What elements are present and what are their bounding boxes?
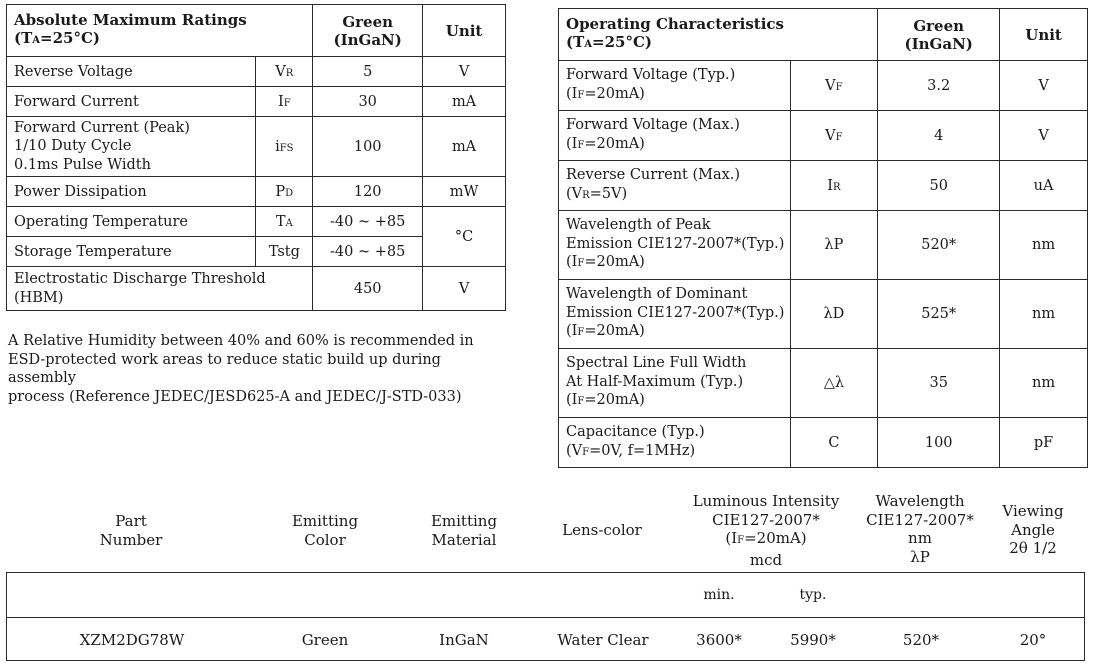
header-emitting-material: Emitting Material xyxy=(430,512,498,549)
param-symbol: △λ xyxy=(790,349,878,418)
param-unit: °C xyxy=(423,207,506,267)
param-unit: mW xyxy=(423,177,506,207)
table-row xyxy=(7,177,506,207)
op-col-unit: Unit xyxy=(1000,9,1088,61)
param-symbol: TA xyxy=(256,207,313,237)
op-title-cell xyxy=(559,9,878,61)
param-unit: V xyxy=(1000,61,1088,111)
luminous-typ: 5990* xyxy=(790,631,836,649)
param-value: 120 xyxy=(313,177,423,207)
table-row xyxy=(559,61,1088,111)
param-label: Operating Temperature xyxy=(7,207,256,237)
table-row xyxy=(559,111,1088,161)
param-label: Electrostatic Discharge Threshold (HBM) xyxy=(7,267,313,311)
header-part-number: Part Number xyxy=(99,512,163,549)
typ-label: typ. xyxy=(799,587,827,603)
param-label: Reverse Voltage xyxy=(7,57,256,87)
table-row xyxy=(559,349,1088,418)
param-label: Forward Voltage (Typ.) (IF=20mA) xyxy=(559,61,791,111)
param-symbol: iFS xyxy=(256,117,313,177)
part-number: XZM2DG78W xyxy=(79,631,185,649)
op-col-green: Green (InGaN) xyxy=(878,9,1000,61)
param-label: Reverse Current (Max.) (VR=5V) xyxy=(559,161,791,211)
param-unit: uA xyxy=(1000,161,1088,211)
min-label: min. xyxy=(703,587,735,603)
table-row xyxy=(559,211,1088,280)
param-value: 50 xyxy=(878,161,1000,211)
absolute-max-ratings-table xyxy=(6,4,506,311)
param-symbol: λP xyxy=(790,211,878,280)
param-symbol: IF xyxy=(256,87,313,117)
param-label: Forward Current xyxy=(7,87,256,117)
param-unit: V xyxy=(423,267,506,311)
param-symbol: IR xyxy=(790,161,878,211)
param-unit: nm xyxy=(1000,280,1088,349)
esd-note: A Relative Humidity between 40% and 60% is recommended in ESD-protected work areas to reduce static build up during assembly process (Reference JEDEC/JESD625-A and JEDEC/J-STD-033) xyxy=(8,333,474,405)
table-row xyxy=(559,418,1088,468)
emitting-material: InGaN xyxy=(439,631,489,649)
param-symbol: λD xyxy=(790,280,878,349)
param-label: Wavelength of Peak Emission CIE127-2007*(Typ.) (IF=20mA) xyxy=(559,211,791,280)
param-value: 100 xyxy=(313,117,423,177)
part-table xyxy=(6,572,1085,661)
param-symbol: VF xyxy=(790,61,878,111)
param-value: 525* xyxy=(878,280,1000,349)
header-luminous-intensity: Luminous Intensity CIE127-2007* (IF=20mA) mcd xyxy=(692,492,840,569)
amr-col-unit: Unit xyxy=(423,5,506,57)
table-row xyxy=(7,117,506,177)
param-unit: mA xyxy=(423,117,506,177)
param-symbol: Tstg xyxy=(256,237,313,267)
param-label: Power Dissipation xyxy=(7,177,256,207)
table-row xyxy=(7,267,506,311)
param-unit: nm xyxy=(1000,211,1088,280)
table-row xyxy=(559,161,1088,211)
param-label: Forward Current (Peak) 1/10 Duty Cycle 0.1ms Pulse Width xyxy=(7,117,256,177)
param-value: 4 xyxy=(878,111,1000,161)
table-row xyxy=(559,280,1088,349)
param-value: 520* xyxy=(878,211,1000,280)
param-unit: V xyxy=(1000,111,1088,161)
op-condition: (TA=25°C) xyxy=(566,33,653,51)
param-value: -40 ~ +85 xyxy=(313,207,423,237)
header-lens-color: Lens-color xyxy=(562,521,642,539)
param-unit: mA xyxy=(423,87,506,117)
param-label: Forward Voltage (Max.) (IF=20mA) xyxy=(559,111,791,161)
header-wavelength: Wavelength CIE127-2007* nm λP xyxy=(866,492,974,566)
param-unit: V xyxy=(423,57,506,87)
op-title: Operating Characteristics xyxy=(566,15,785,33)
header-emitting-color: Emitting Color xyxy=(291,512,359,549)
param-unit: nm xyxy=(1000,349,1088,418)
viewing-angle-value: 20° xyxy=(1019,631,1047,649)
header-viewing-angle: Viewing Angle 2θ 1/2 xyxy=(1002,502,1064,557)
emitting-color: Green xyxy=(301,631,349,649)
param-value: 35 xyxy=(878,349,1000,418)
param-label: Spectral Line Full Width At Half-Maximum (Typ.) (IF=20mA) xyxy=(559,349,791,418)
amr-title-cell xyxy=(7,5,313,57)
param-label: Capacitance (Typ.) (VF=0V, f=1MHz) xyxy=(559,418,791,468)
param-label: Storage Temperature xyxy=(7,237,256,267)
param-symbol: VR xyxy=(256,57,313,87)
param-value: 450 xyxy=(313,267,423,311)
param-value: 30 xyxy=(313,87,423,117)
param-symbol: C xyxy=(790,418,878,468)
wavelength-value: 520* xyxy=(902,631,940,649)
param-value: 3.2 xyxy=(878,61,1000,111)
param-value: -40 ~ +85 xyxy=(313,237,423,267)
amr-condition: (TA=25°C) xyxy=(14,29,101,47)
lens-color: Water Clear xyxy=(557,631,649,649)
table-row xyxy=(7,57,506,87)
table-row xyxy=(7,87,506,117)
param-symbol: VF xyxy=(790,111,878,161)
operating-characteristics-table xyxy=(558,8,1088,468)
param-label: Wavelength of Dominant Emission CIE127-2007*(Typ.) (IF=20mA) xyxy=(559,280,791,349)
amr-col-green: Green (InGaN) xyxy=(313,5,423,57)
param-symbol: PD xyxy=(256,177,313,207)
param-unit: pF xyxy=(1000,418,1088,468)
table-row xyxy=(7,207,506,237)
luminous-min: 3600* xyxy=(696,631,742,649)
param-value: 100 xyxy=(878,418,1000,468)
param-value: 5 xyxy=(313,57,423,87)
part-table-divider xyxy=(7,617,1084,618)
amr-title: Absolute Maximum Ratings xyxy=(14,11,247,29)
